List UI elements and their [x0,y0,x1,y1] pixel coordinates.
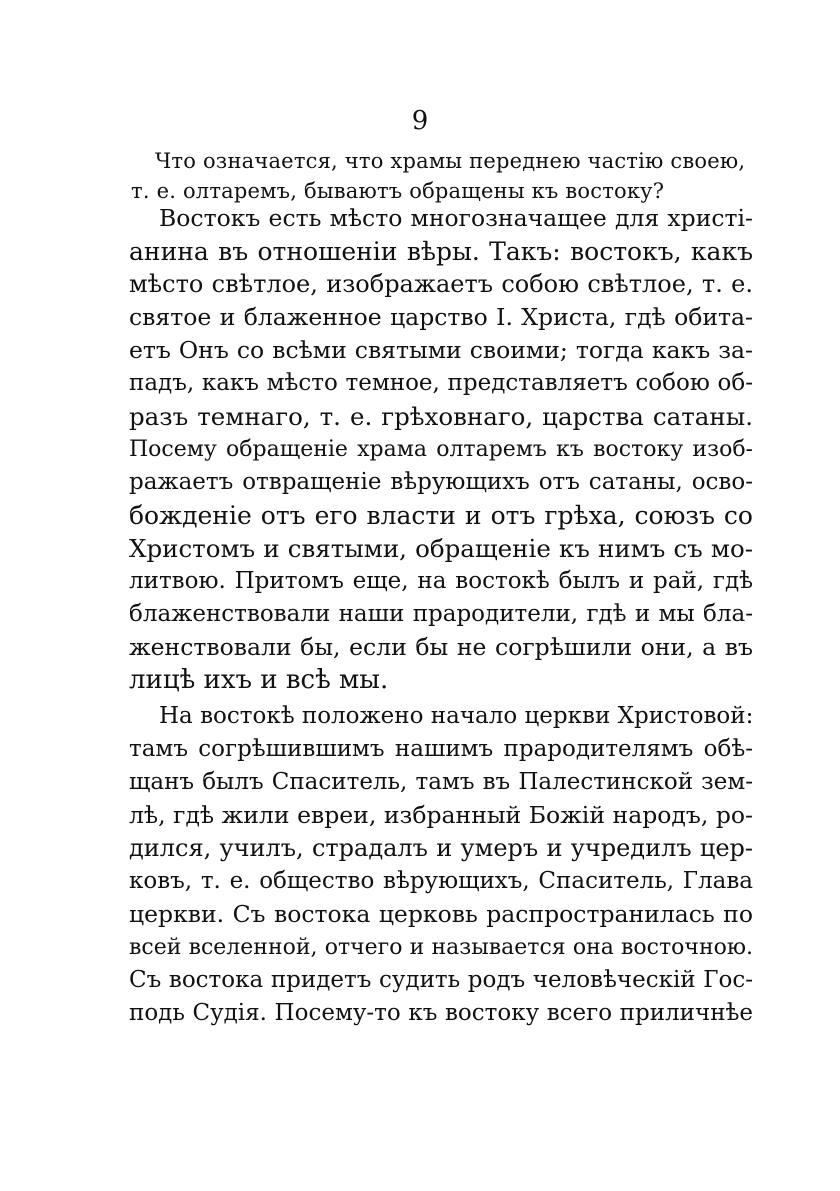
text-line: анина въ отношеніи вѣры. Такъ: востокъ, какъ [129,237,753,266]
text-line: ковъ, т. е. общество вѣрующихъ, Спаситель, Глава [129,868,753,894]
text-line: дился, училъ, страдалъ и умеръ и учредилъ цер- [129,834,753,862]
text-line: тамъ согрѣшившимъ нашимъ прародителямъ обѣ- [129,736,753,762]
text-line: святое и блаженное царство І. Христа, гдѣ обита- [129,303,753,331]
text-line: ражаетъ отвращеніе вѣрующихъ отъ сатаны, осво- [129,469,753,495]
text-line: божденіе отъ его власти и отъ грѣха, союзъ со [129,501,753,530]
text-line: литвою. Притомъ еще, на востокѣ былъ и рай, гдѣ [129,568,753,594]
page-number: 9 [411,106,429,136]
paragraph-1 [129,202,753,697]
question-heading [131,146,753,206]
text-line: Посему обращеніе храма олтаремъ къ востоку изоб- [129,437,753,462]
text-line: етъ Онъ со всѣми святыми своими; тогда какъ за- [129,336,753,364]
text-line: Съ востока придетъ судить родъ человѣческій Гос- [129,967,753,993]
text-line: Востокъ есть мѣсто многозначащее для христі- [159,204,753,232]
paragraph-2 [129,700,753,1030]
text-line: падъ, какъ мѣсто темное, представляетъ собою об- [129,370,753,396]
text-line: лѣ, гдѣ жили евреи, избранный Божій народъ, ро- [129,801,753,829]
text-line: На востокѣ положено начало церкви Христовой: [159,703,754,729]
text-line: щанъ былъ Спаситель, тамъ въ Палестинской зем- [129,769,753,795]
question-line: т. е. олтаремъ, бываютъ обращены къ востоку? [131,179,665,203]
text-line: церкви. Съ востока церковь распространилась по [129,900,753,928]
text-line: лицѣ ихъ и всѣ мы. [129,665,389,695]
text-line: разъ темнаго, т. е. грѣховнаго, царства сатаны. [129,402,753,431]
text-line: мѣсто свѣтлое, изображаетъ собою свѣтлое, т. е. [129,270,753,298]
text-line: всей вселенной, отчего и называется она восточною. [129,935,753,960]
question-line: Что означается, что храмы переднею частію своею, [155,149,746,173]
text-line: блаженствовали наши прародители, гдѣ и мы бла- [129,601,753,627]
text-line: Христомъ и святыми, обращеніе къ нимъ съ мо- [129,534,753,563]
text-line: подь Судія. Посему-то къ востоку всего приличнѣе [129,1000,753,1026]
text-line: женствовали бы, если бы не согрѣшили они, а въ [129,633,753,661]
